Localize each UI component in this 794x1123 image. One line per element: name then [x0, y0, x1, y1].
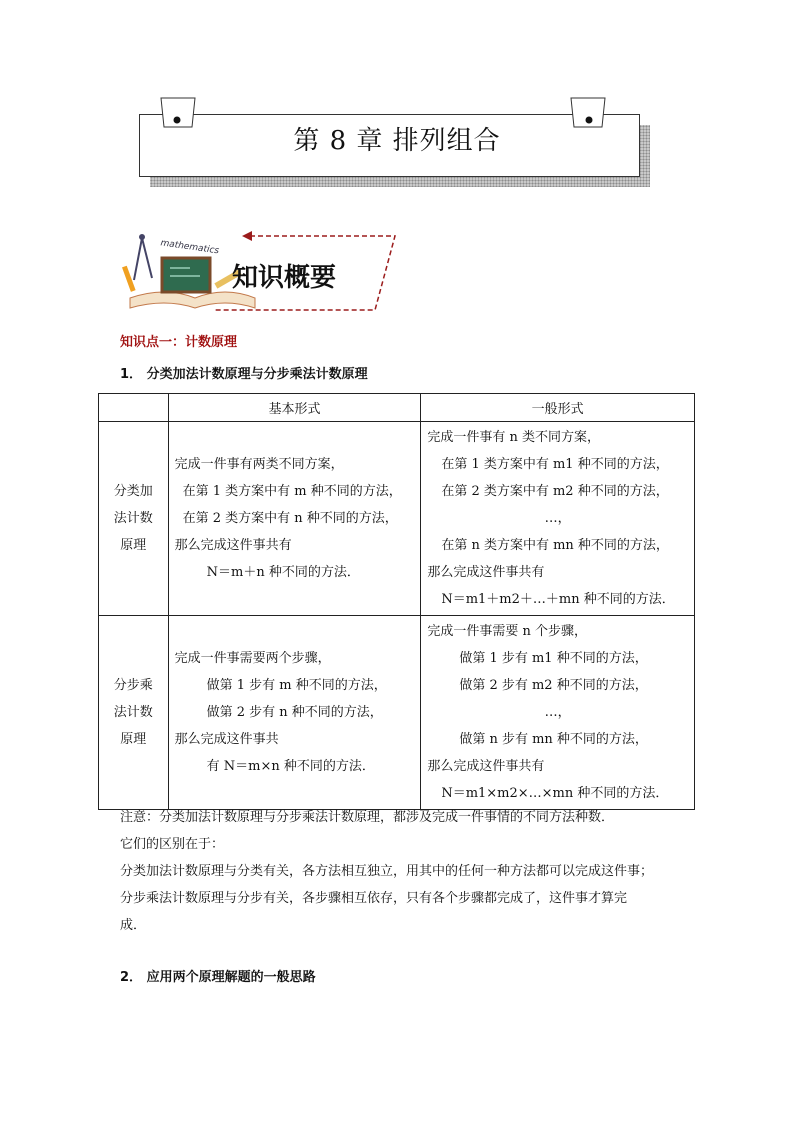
knowledge-title: 知识概要 — [232, 263, 337, 293]
cell-line: 完成一件事需要 n 个步骤， — [427, 624, 587, 639]
cell-line: N＝m1＋m2＋…＋mn 种不同的方法． — [441, 592, 675, 607]
cell-line: N＝m1×m2×…×mn 种不同的方法． — [441, 786, 669, 801]
cell-line: 做第 2 步有 n 种不同的方法， — [206, 705, 383, 720]
cell-line: 那么完成这件事共有 — [174, 538, 292, 553]
cell-line: 在第 n 类方案中有 mn 种不同的方法， — [441, 538, 669, 553]
knowledge-header — [120, 228, 405, 318]
table-header-cell — [99, 394, 169, 422]
note-line: 成． — [120, 918, 147, 933]
cell-line: 在第 2 类方案中有 m2 种不同的方法， — [441, 484, 669, 499]
cell-line: 做第 n 步有 mn 种不同的方法， — [459, 732, 648, 747]
subsection-title-2: 2． 应用两个原理解题的一般思路 — [120, 970, 316, 985]
note-line: 分类加法计数原理与分类有关，各方法相互独立，用其中的任何一种方法都可以完成这件事； — [120, 864, 654, 879]
cell-line: …， — [544, 511, 571, 526]
note-line: 分步乘法计数原理与分步有关，各步骤相互依存，只有各个步骤都完成了，这件事才算完 — [120, 891, 628, 906]
knowledge-illustration — [120, 228, 405, 318]
cell-line: …， — [544, 705, 571, 720]
cell-line: 做第 2 步有 m2 种不同的方法， — [459, 678, 648, 693]
note-line: 它们的区别在于： — [120, 837, 225, 852]
table-header-row — [99, 394, 695, 422]
table-header-cell: 一般形式 — [421, 394, 695, 422]
cell-line: 完成一件事需要两个步骤， — [174, 651, 331, 666]
cell-line: 完成一件事有 n 类不同方案， — [427, 430, 600, 445]
basic-form-cell — [168, 422, 421, 616]
row-label-line: 分步乘 — [113, 678, 153, 693]
illustration-label: mathematics — [159, 238, 220, 257]
note-paragraph — [120, 804, 680, 939]
note-line: 注意：分类加法计数原理与分步乘法计数原理，都涉及完成一件事情的不同方法种数． — [120, 810, 615, 825]
row-label — [99, 422, 169, 616]
table-row — [99, 616, 695, 810]
cell-line: 在第 1 类方案中有 m 种不同的方法， — [182, 484, 402, 499]
cell-line: 做第 1 步有 m1 种不同的方法， — [459, 651, 648, 666]
row-label-line: 原理 — [120, 732, 147, 747]
cell-line: 完成一件事有两类不同方案， — [174, 457, 344, 472]
row-label — [99, 616, 169, 810]
general-form-cell — [421, 422, 695, 616]
cell-line: 那么完成这件事共有 — [427, 759, 545, 774]
row-label-line: 分类加 — [113, 484, 153, 499]
cell-line: 有 N＝m×n 种不同的方法． — [206, 759, 375, 774]
cell-line: 在第 1 类方案中有 m1 种不同的方法， — [441, 457, 669, 472]
chapter-title: 第 8 章 排列组合 — [293, 126, 501, 156]
row-label-line: 法计数 — [113, 511, 153, 526]
cell-line: 做第 1 步有 m 种不同的方法， — [206, 678, 387, 693]
row-label-line: 法计数 — [113, 705, 153, 720]
counting-principles-table — [98, 393, 695, 810]
basic-form-cell — [168, 616, 421, 810]
section-title: 知识点一：计数原理 — [120, 335, 238, 350]
subsection-title-1: 1． 分类加法计数原理与分步乘法计数原理 — [120, 367, 368, 382]
table-row — [99, 422, 695, 616]
cell-line: 那么完成这件事共有 — [427, 565, 545, 580]
row-label-line: 原理 — [120, 538, 147, 553]
cell-line: N＝m＋n 种不同的方法． — [206, 565, 360, 580]
cell-line: 那么完成这件事共 — [174, 732, 279, 747]
table-header-cell: 基本形式 — [168, 394, 421, 422]
general-form-cell — [421, 616, 695, 810]
cell-line: 在第 2 类方案中有 n 种不同的方法， — [182, 511, 398, 526]
